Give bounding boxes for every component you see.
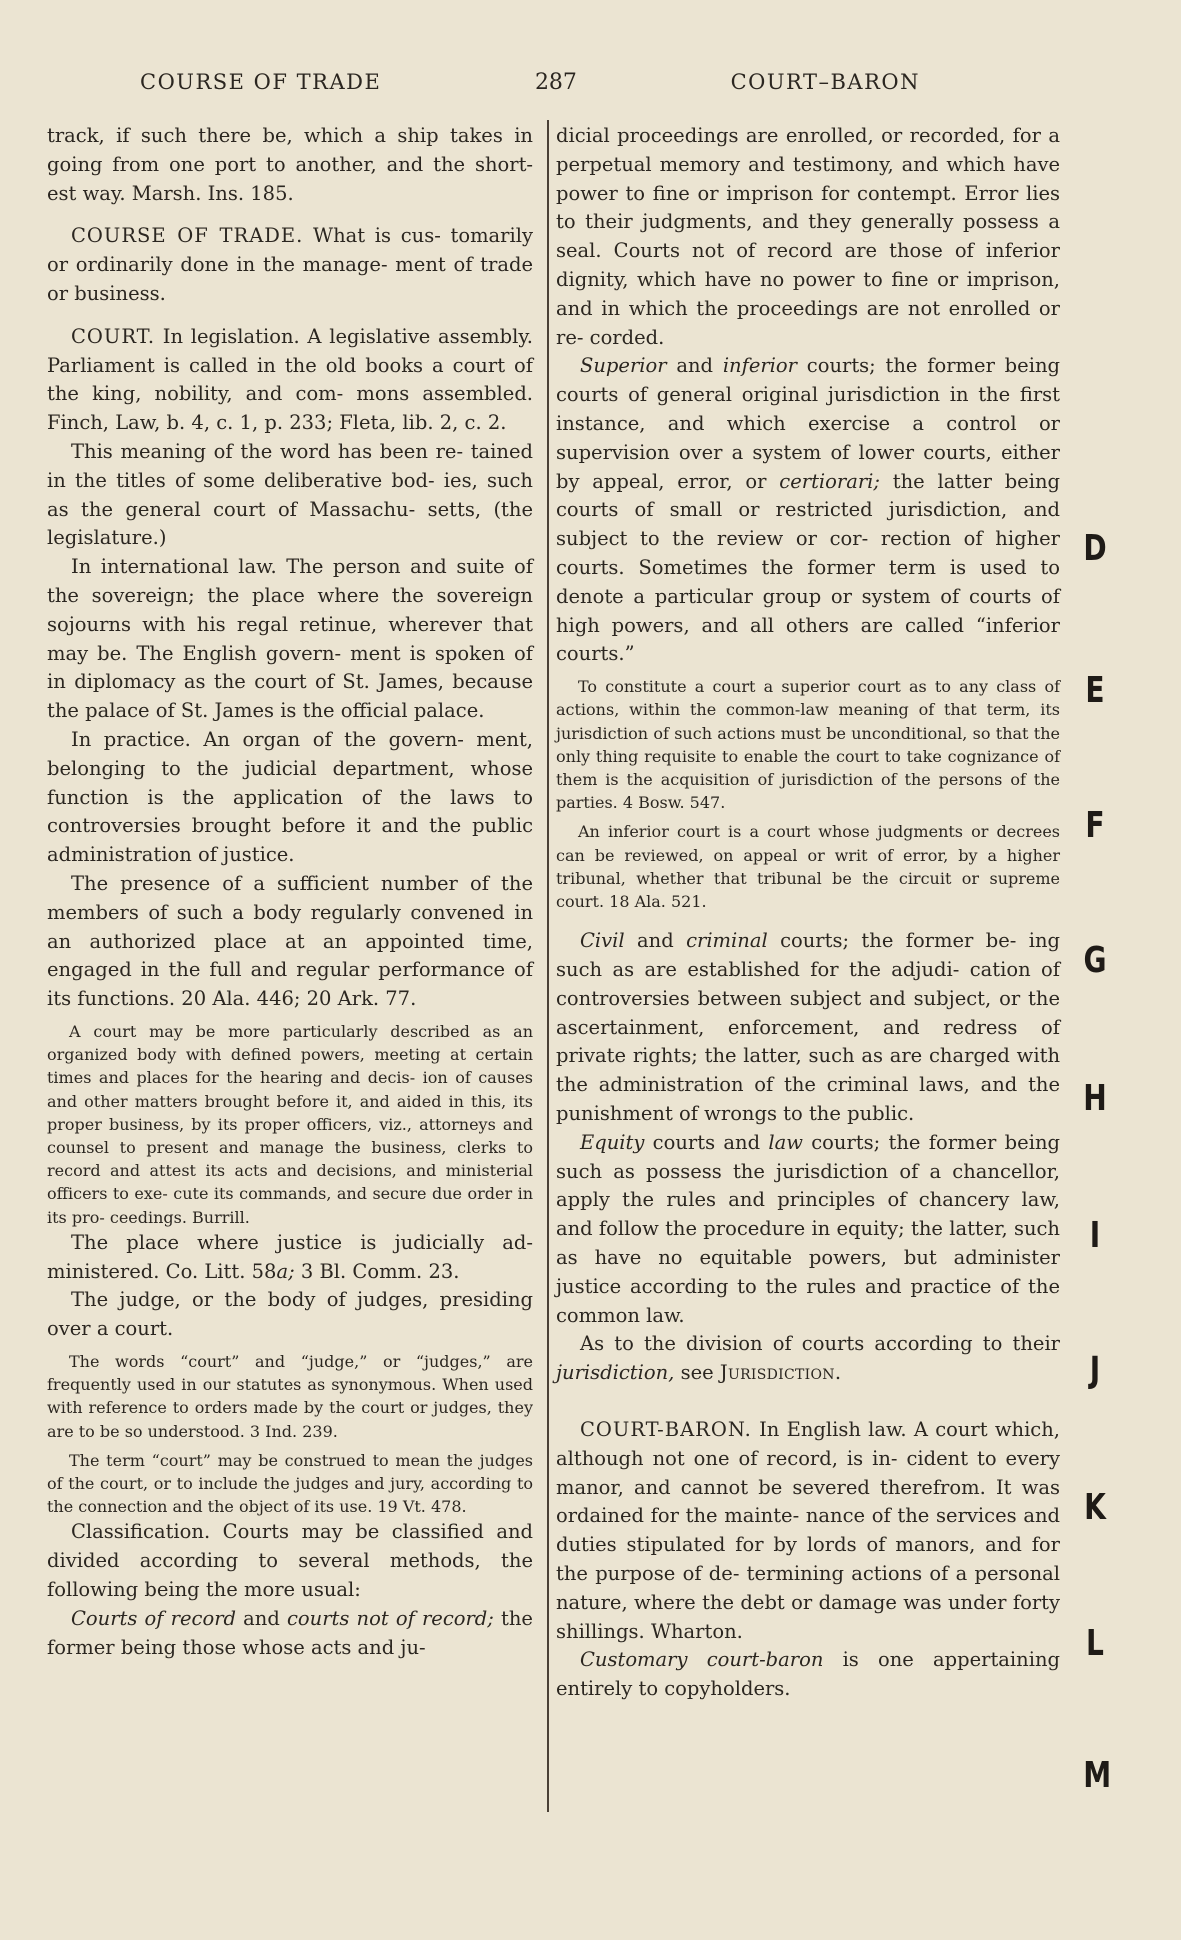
paragraph: In international law. The person and suite of the sovereign; the place where the sovereign sojourns with his regal retinue, wherever that may be. The English govern- ment is spoken of in diplomacy as the court of St. James, because the palace of St. James is the official palace. — [47, 555, 533, 723]
paragraph: Superior and inferior courts; the former being courts of general original jurisdiction in the first instance, and which exercise a control or supervision over a system of lower courts, either by appeal, error, or certiorari; the latter being courts of small or restricted jurisdiction, and subject to the review or cor- rection of higher courts. Sometimes the former term is used to denote a particular group or system of courts of high powers, and all others are called “inferior courts.” — [556, 354, 1060, 666]
thumb-index-letter: G — [1083, 940, 1107, 981]
thumb-index-letter: M — [1083, 1755, 1112, 1796]
right-column — [556, 122, 1060, 1704]
paragraph: COURSE OF TRADE. What is cus- tomarily or ordinarily done in the manage- ment of trade or business. — [47, 224, 533, 305]
paragraph: COURT-BARON. In English law. A court which, although not one of record, is in- cident to every manor, and cannot be severed therefrom. It was ordained for the mainte- nance of the services and duties stipulated for by lords of manors, and for the purpose of de- termining actions of a personal nature, where the debt or damage was under forty shillings. Wharton. — [556, 1417, 1060, 1643]
paragraph: An inferior court is a court whose judgments or decrees can be reviewed, on appeal or writ of error, by a higher tribunal, whether that tribunal be the circuit or supreme court. 18 Ala. 521. — [556, 822, 1060, 911]
thumb-index-letter: E — [1085, 670, 1105, 711]
thumb-index-letter: D — [1083, 528, 1107, 569]
paragraph: A court may be more particularly described as an organized body with defined powers, meeting at certain times and places for the hearing and decis- ion of causes and other matters brought before it, and aided in this, its proper business, by its proper officers, viz., attorneys and counsel to present and manage the business, clerks to record and attest its acts and decisions, and ministerial officers to exe- cute its commands, and secure due order in its pro- ceedings. Burrill. — [47, 1021, 533, 1227]
paragraph: Equity courts and law courts; the former being such as possess the jurisdiction of a chancellor, apply the rules and principles of chancery law, and follow the procedure in equity; the latter, such as have no equitable powers, but administer justice according to the rules and practice of the common law. — [556, 1130, 1060, 1327]
paragraph: The words “court” and “judge,” or “judges,” are frequently used in our statutes as synonymous. When used with reference to orders made by the court or judges, they are to be so understood. 3 Ind. 239. — [47, 1351, 533, 1441]
thumb-index-letter: I — [1089, 1215, 1101, 1256]
thumb-index-letter: J — [1089, 1350, 1101, 1391]
thumb-index-letter: F — [1085, 805, 1105, 846]
paragraph: Civil and criminal courts; the former be- ing such as are established for the adjudi- cation of controversies between subject and subject, or the ascertainment, enforcement, and redress of private rights; the latter, such as are charged with the administration of the criminal laws, and the punishment of wrongs to the public. — [556, 929, 1060, 1125]
paragraph: The place where justice is judicially ad- ministered. Co. Litt. 58a; 3 Bl. Comm. 23. — [47, 1230, 533, 1283]
paragraph: COURT. In legislation. A legislative assembly. Parliament is called in the old books a court of the king, nobility, and com- mons assembled. Finch, Law, b. 4, c. 1, p. 233; Fleta, lib. 2, c. 2. — [47, 324, 533, 435]
paragraph: Classification. Courts may be classified and divided according to several methods, the following being the more usual: — [47, 1520, 533, 1601]
paragraph: Courts of record and courts not of record; the former being those whose acts and ju- — [47, 1606, 533, 1659]
paragraph: To constitute a court a superior court as to any class of actions, within the common-law meaning of that term, its jurisdiction of such actions must be unconditional, so that the only thing requisite to enable the court to take cognizance of them is the acquisition of jurisdiction of the persons of the parties. 4 Bosw. 547. — [556, 677, 1060, 813]
running-header — [140, 70, 920, 95]
thumb-index-letter: H — [1083, 1078, 1107, 1119]
column-divider — [547, 120, 549, 1812]
paragraph: This meaning of the word has been re- tained in the titles of some deliberative bod- ies, such as the general court of Massachu- setts, (the legislature.) — [47, 439, 533, 550]
paragraph: The term “court” may be construed to mean the judges of the court, or to include the judges and jury, according to the connection and the object of its use. 19 Vt. 478. — [47, 1450, 533, 1517]
paragraph: The judge, or the body of judges, presiding over a court. — [47, 1288, 533, 1341]
header-right: COURT–BARON — [730, 70, 920, 94]
left-column — [47, 122, 533, 1662]
paragraph: Customary court-baron is one appertaining entirely to copyholders. — [556, 1648, 1060, 1701]
paragraph: As to the division of courts according to their jurisdiction, see Jurisdiction. — [556, 1332, 1060, 1385]
paragraph: In practice. An organ of the govern- ment, belonging to the judicial department, whose function is the application of the laws to controversies brought before it and the public administration of justice. — [47, 727, 533, 867]
header-left: COURSE OF TRADE — [140, 70, 382, 94]
thumb-index-letter: K — [1084, 1487, 1106, 1528]
paragraph: track, if such there be, which a ship takes in going from one port to another, and the short- est way. Marsh. Ins. 185. — [47, 124, 533, 205]
paragraph: dicial proceedings are enrolled, or recorded, for a perpetual memory and testimony, and which have power to fine or imprison for contempt. Error lies to their judgments, and they generally possess a seal. Courts not of record are those of inferior dignity, which have no power to fine or imprison, and in which the proceedings are not enrolled or re- corded. — [556, 124, 1060, 349]
paragraph: The presence of a sufficient number of the members of such a body regularly convened in an authorized place at an appointed time, engaged in the full and regular performance of its functions. 20 Ala. 446; 20 Ark. 77. — [47, 871, 533, 1011]
page-number: 287 — [534, 70, 577, 95]
thumb-index-letter: L — [1086, 1623, 1104, 1664]
